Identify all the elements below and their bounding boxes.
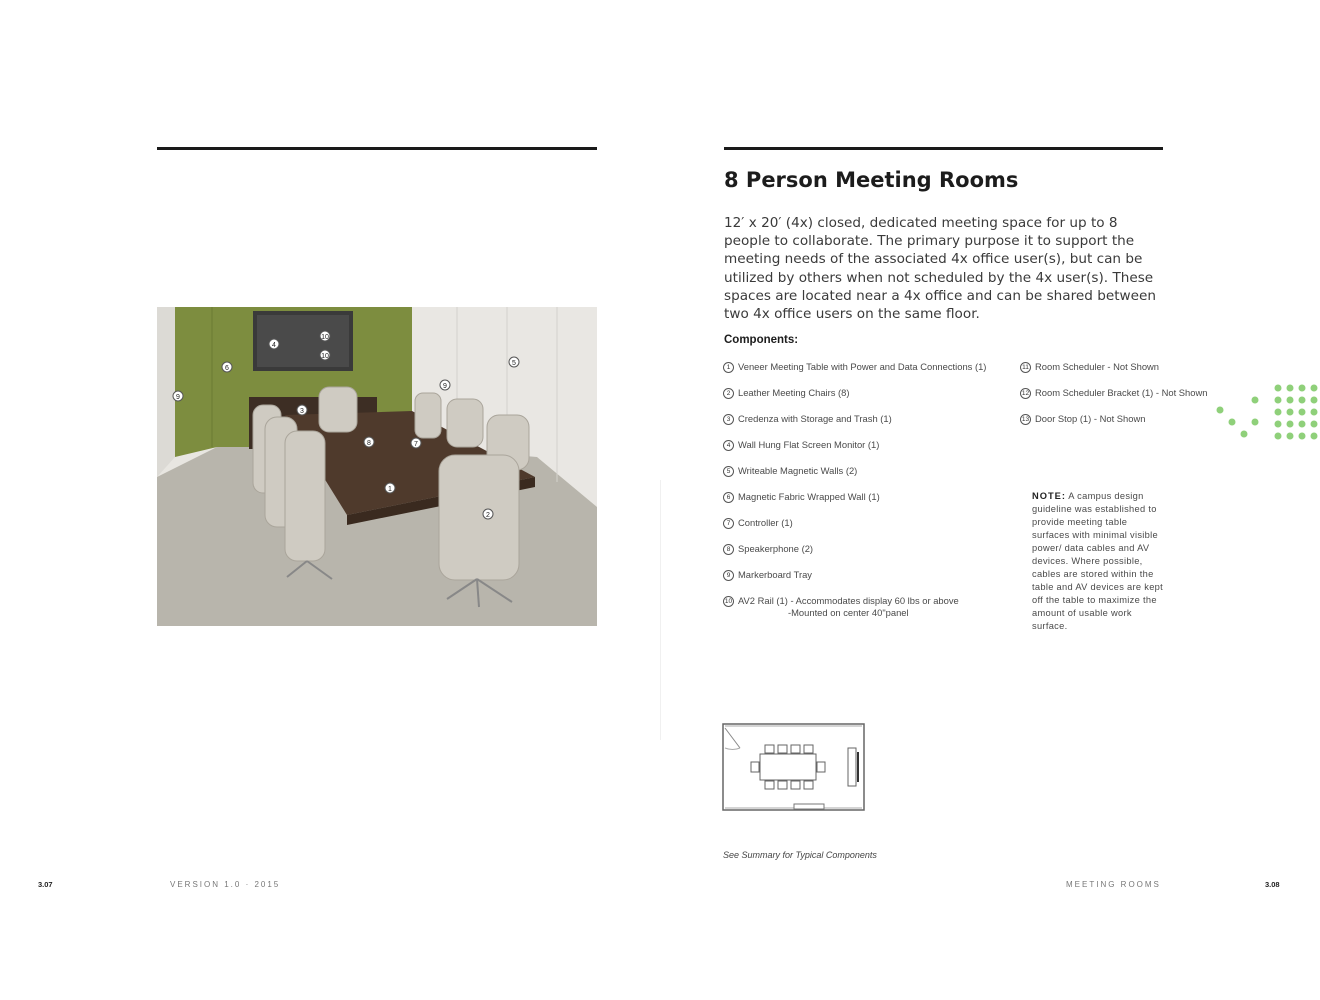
page-title: 8 Person Meeting Rooms: [724, 168, 1019, 192]
component-item: 1 Veneer Meeting Table with Power and Data Connections (1): [723, 361, 986, 373]
component-item: 9 Markerboard Tray: [723, 569, 812, 581]
decorative-dot-pattern: [1210, 380, 1320, 455]
left-page-rule: [157, 147, 597, 150]
photo-callout: 5: [512, 360, 516, 367]
component-item: 2 Leather Meeting Chairs (8): [723, 387, 850, 399]
photo-callout: 4: [272, 342, 276, 349]
meeting-room-photo: [157, 307, 597, 626]
component-item: 4 Wall Hung Flat Screen Monitor (1): [723, 439, 879, 451]
component-item: 8 Speakerphone (2): [723, 543, 813, 555]
photo-callout: 10: [321, 353, 329, 360]
see-summary-note: See Summary for Typical Components: [723, 850, 877, 860]
photo-callout: 3: [300, 408, 304, 415]
page-number-right: 3.08: [1265, 880, 1280, 889]
component-item: 3 Credenza with Storage and Trash (1): [723, 413, 892, 425]
photo-callout: 9: [443, 383, 447, 390]
component-item: 11 Room Scheduler - Not Shown: [1020, 361, 1159, 373]
components-heading: Components:: [724, 334, 799, 346]
right-page-rule: [724, 147, 1163, 150]
photo-callout: 6: [225, 365, 229, 372]
photo-callout: 8: [367, 440, 371, 447]
room-description: 12′ x 20′ (4x) closed, dedicated meeting space for up to 8 people to collaborate. The primary purpose it to support the meeting needs of the associated 4x office user(s), but can be utilized by others when not scheduled by the 4x user(s). These spaces are located near a 4x office and can be shared between two 4x office users on the same floor.: [724, 215, 1156, 323]
component-item: 6 Magnetic Fabric Wrapped Wall (1): [723, 491, 880, 503]
floor-plan-diagram: [722, 722, 867, 812]
component-item: 10 AV2 Rail (1) - Accommodates display 60 lbs or above: [724, 595, 959, 606]
page-number-left: 3.07: [38, 880, 53, 889]
photo-callout: 7: [414, 441, 418, 448]
photo-callout: 1: [388, 486, 392, 493]
component-item: 13 Door Stop (1) - Not Shown: [1021, 413, 1146, 424]
component-item: 12 Room Scheduler Bracket (1) - Not Shown: [1021, 387, 1208, 398]
photo-callout: 2: [486, 512, 490, 519]
component-item: 5 Writeable Magnetic Walls (2): [723, 465, 857, 477]
page-gutter: [660, 480, 661, 740]
component-item: 7 Controller (1): [723, 517, 793, 529]
photo-callout: 9: [176, 394, 180, 401]
footer-section: MEETING ROOMS: [1066, 880, 1161, 889]
footer-version: VERSION 1.0 · 2015: [170, 880, 281, 889]
design-note: NOTE: A campus design guideline was established to provide meeting table surfaces with minimal visible power/ data cables and AV devices. Where possible, cables are stored within the table and AV devices are kept off the table to maximize the amount of usable work surface.: [1032, 491, 1164, 631]
component-10-note: -Mounted on center 40"panel: [788, 607, 909, 618]
photo-callout: 10: [321, 334, 329, 341]
